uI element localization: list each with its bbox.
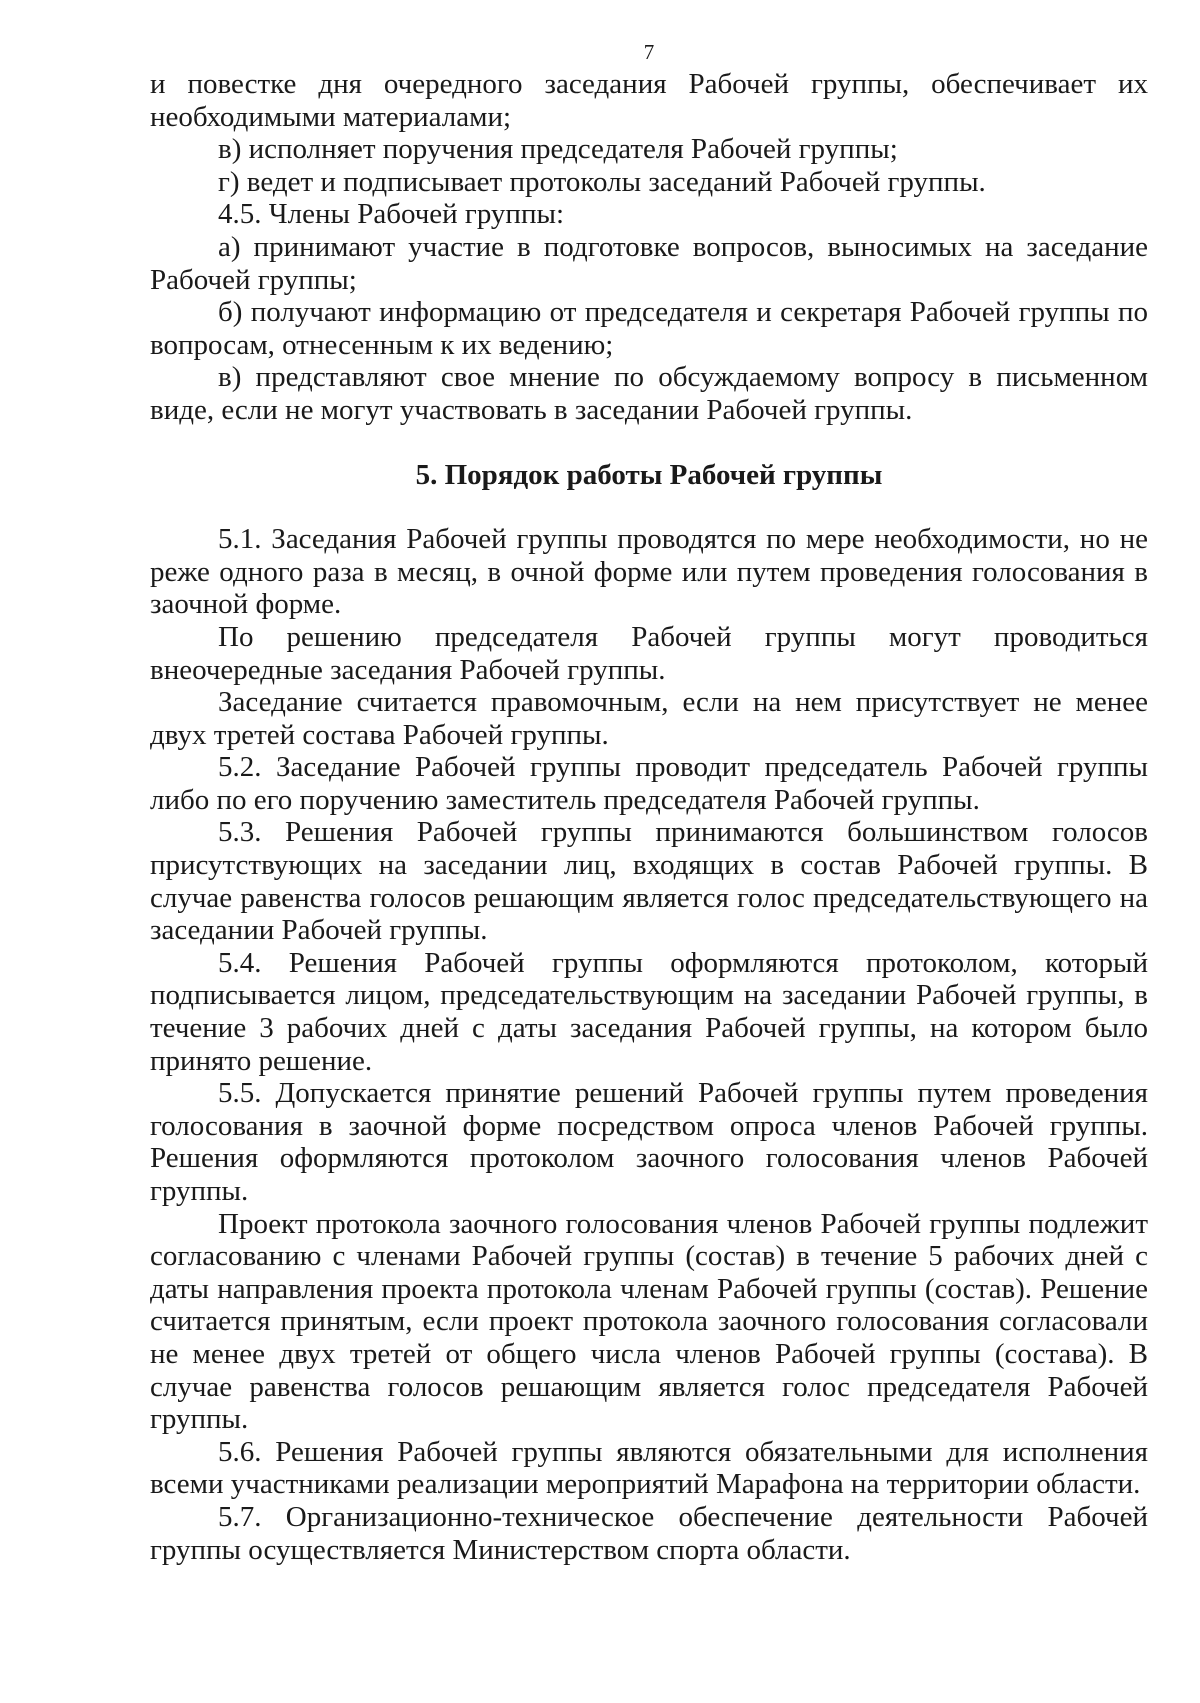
paragraph-4-4-g: г) ведет и подписывает протоколы заседаний Рабочей группы.: [218, 165, 986, 198]
paragraph-continuation: и повестке дня очередного заседания Рабочей группы, обеспечивает их необходимыми материалами;: [150, 68, 1148, 133]
paragraph-5-1-quorum: Заседание считается правомочным, если на нем присутствует не менее двух третей состава Рабочей группы.: [150, 686, 1148, 751]
paragraph-5-4: 5.4. Решения Рабочей группы оформляются протоколом, который подписывается лицом, председательствующим на заседании Рабочей группы, в течение 3 рабочих дней с даты заседания Рабочей группы, на котором было принято решение.: [150, 946, 1148, 1077]
paragraph-5-1-extra: По решению председателя Рабочей группы могут проводиться внеочередные заседания Рабочей группы.: [150, 620, 1148, 686]
paragraph-4-5-a: а) принимают участие в подготовке вопросов, выносимых на заседание Рабочей группы;: [150, 230, 1148, 296]
paragraph-5-3: 5.3. Решения Рабочей группы принимаются большинством голосов присутствующих на заседании лиц, входящих в состав Рабочей группы. В случае равенства голосов решающим является голос председательствующего на заседании Рабочей группы.: [150, 816, 1148, 947]
paragraph-5-1: 5.1. Заседания Рабочей группы проводятся по мере необходимости, но не реже одного раза в месяц, в очной форме или путем проведения голосования в заочной форме.: [150, 523, 1148, 621]
paragraph-5-2: 5.2. Заседание Рабочей группы проводит председатель Рабочей группы либо по его поручению заместитель председателя Рабочей группы.: [150, 751, 1148, 816]
paragraph-4-5-b: б) получают информацию от председателя и секретаря Рабочей группы по вопросам, отнесенным к их ведению;: [150, 296, 1148, 361]
paragraph-4-5-v: в) представляют свое мнение по обсуждаемому вопросу в письменном виде, если не могут участвовать в заседании Рабочей группы.: [150, 361, 1148, 426]
document-page: [150, 38, 1148, 1566]
paragraph-5-7: 5.7. Организационно-техническое обеспечение деятельности Рабочей группы осуществляется Министерством спорта области.: [150, 1500, 1148, 1566]
paragraph-4-4-v: в) исполняет поручения председателя Рабочей группы;: [218, 133, 898, 166]
paragraph-5-5-project: Проект протокола заочного голосования членов Рабочей группы подлежит согласованию с членами Рабочей группы (состав) в течение 5 рабочих дней с даты направления проекта протокола членам Рабочей группы (состав). Решение считается принятым, если проект протокола заочного голосования согласовали не менее двух третей от общего числа членов Рабочей группы (состава). В случае равенства голосов решающим является голос председателя Рабочей группы.: [150, 1207, 1148, 1436]
paragraph-5-5: 5.5. Допускается принятие решений Рабочей группы путем проведения голосования в заочной форме посредством опроса членов Рабочей группы. Решения оформляются протоколом заочного голосования членов Рабочей группы.: [150, 1077, 1148, 1207]
page-number: 7: [643, 40, 655, 64]
paragraph-5-6: 5.6. Решения Рабочей группы являются обязательными для исполнения всеми участниками реализации мероприятий Марафона на территории области.: [150, 1435, 1148, 1501]
section-heading: 5. Порядок работы Рабочей группы: [415, 458, 883, 491]
paragraph-4-5: 4.5. Члены Рабочей группы:: [218, 198, 565, 231]
